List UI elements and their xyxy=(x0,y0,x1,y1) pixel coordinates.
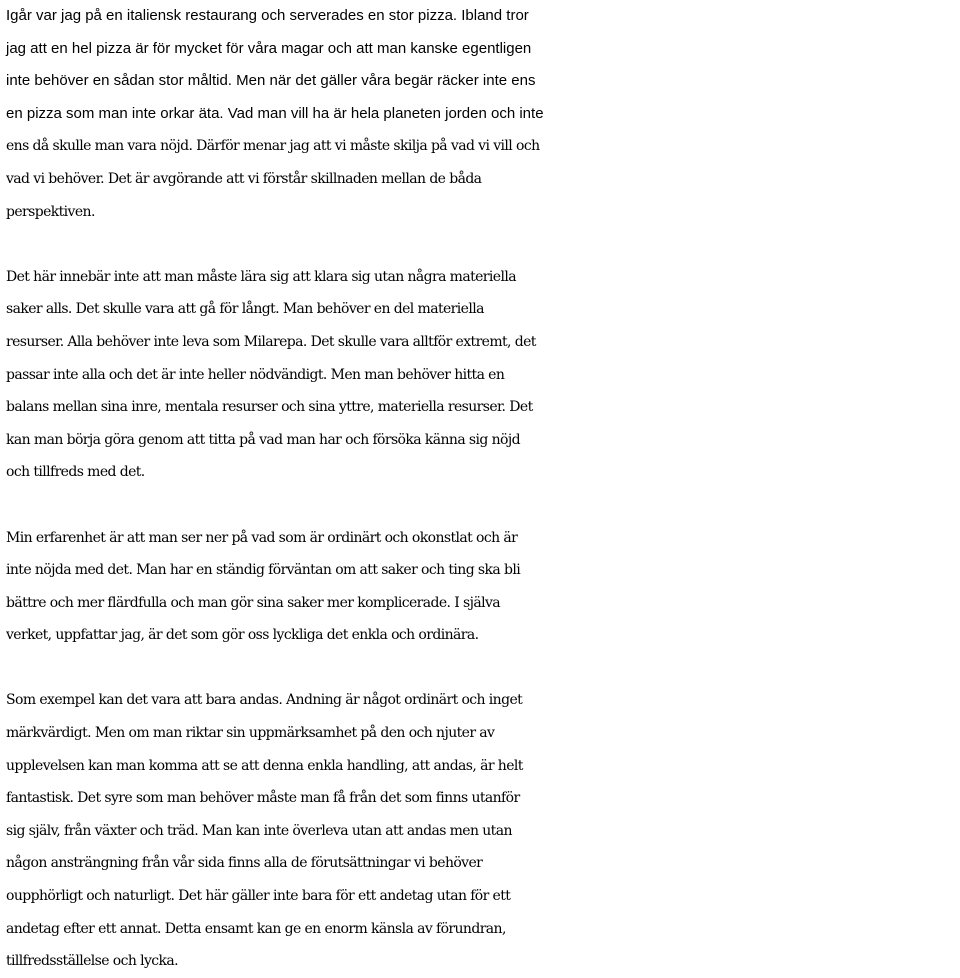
paragraph-3 xyxy=(6,522,956,652)
paragraph-line: perspektiven. xyxy=(6,203,95,220)
document-page xyxy=(6,0,956,978)
paragraph-line: inte nöjda med det. Man har en ständig förväntan om att saker och ting ska bli xyxy=(6,562,521,579)
paragraph-line: andetag efter ett annat. Detta ensamt kan ge en enorm känsla av förundran, xyxy=(6,920,506,937)
paragraph-line: tillfredsställelse och lycka. xyxy=(6,953,179,970)
paragraph-line: ens då skulle man vara nöjd. Därför menar jag att vi måste skilja på vad vi vill och xyxy=(6,138,540,155)
paragraph-spacer xyxy=(6,228,956,261)
paragraph-line: inte behöver en sådan stor måltid. Men när det gäller våra begär räcker inte ens xyxy=(6,72,536,90)
paragraph-line: fantastisk. Det syre som man behöver måste man få från det som finns utanför xyxy=(6,790,520,807)
paragraph-line: vad vi behöver. Det är avgörande att vi förstår skillnaden mellan de båda xyxy=(6,170,482,187)
paragraph-spacer xyxy=(6,652,956,685)
paragraph-line: och tillfreds med det. xyxy=(6,464,145,481)
paragraph-line: Igår var jag på en italiensk restaurang och serverades en stor pizza. Ibland tror xyxy=(6,7,529,24)
paragraph-1 xyxy=(6,0,956,228)
paragraph-4 xyxy=(6,684,956,977)
paragraph-line: bättre och mer flärdfulla och man gör sina saker mer komplicerade. I själva xyxy=(6,594,501,611)
paragraph-line: upplevelsen kan man komma att se att denna enkla handling, att andas, är helt xyxy=(6,757,523,774)
paragraph-line: balans mellan sina inre, mentala resurser och sina yttre, materiella resurser. Det xyxy=(6,399,533,416)
paragraph-2 xyxy=(6,261,956,489)
paragraph-line: någon ansträngning från vår sida finns alla de förutsättningar vi behöver xyxy=(6,855,483,872)
paragraph-line: resurser. Alla behöver inte leva som Milarepa. Det skulle vara alltför extremt, det xyxy=(6,333,536,350)
paragraph-line: jag att en hel pizza är för mycket för våra magar och att man kanske egentligen xyxy=(6,39,532,57)
paragraph-line: oupphörligt och naturligt. Det här gäller inte bara för ett andetag utan för ett xyxy=(6,888,511,905)
paragraph-line: kan man börja göra genom att titta på vad man har och försöka känna sig nöjd xyxy=(6,431,520,448)
paragraph-spacer xyxy=(6,489,956,522)
paragraph-line: saker alls. Det skulle vara att gå för långt. Man behöver en del materiella xyxy=(6,301,484,318)
paragraph-line: sig själv, från växter och träd. Man kan inte överleva utan att andas men utan xyxy=(6,822,512,839)
paragraph-line: en pizza som man inte orkar äta. Vad man vill ha är hela planeten jorden och inte xyxy=(6,104,544,122)
paragraph-line: Min erfarenhet är att man ser ner på vad som är ordinärt och okonstlat och är xyxy=(6,529,518,546)
paragraph-line: passar inte alla och det är inte heller nödvändigt. Men man behöver hitta en xyxy=(6,366,505,383)
paragraph-line: märkvärdigt. Men om man riktar sin uppmärksamhet på den och njuter av xyxy=(6,725,495,742)
paragraph-line: verket, uppfattar jag, är det som gör oss lyckliga det enkla och ordinära. xyxy=(6,627,479,644)
paragraph-line: Som exempel kan det vara att bara andas. Andning är något ordinärt och inget xyxy=(6,692,523,709)
paragraph-line: Det här innebär inte att man måste lära sig att klara sig utan några materiella xyxy=(6,268,516,285)
